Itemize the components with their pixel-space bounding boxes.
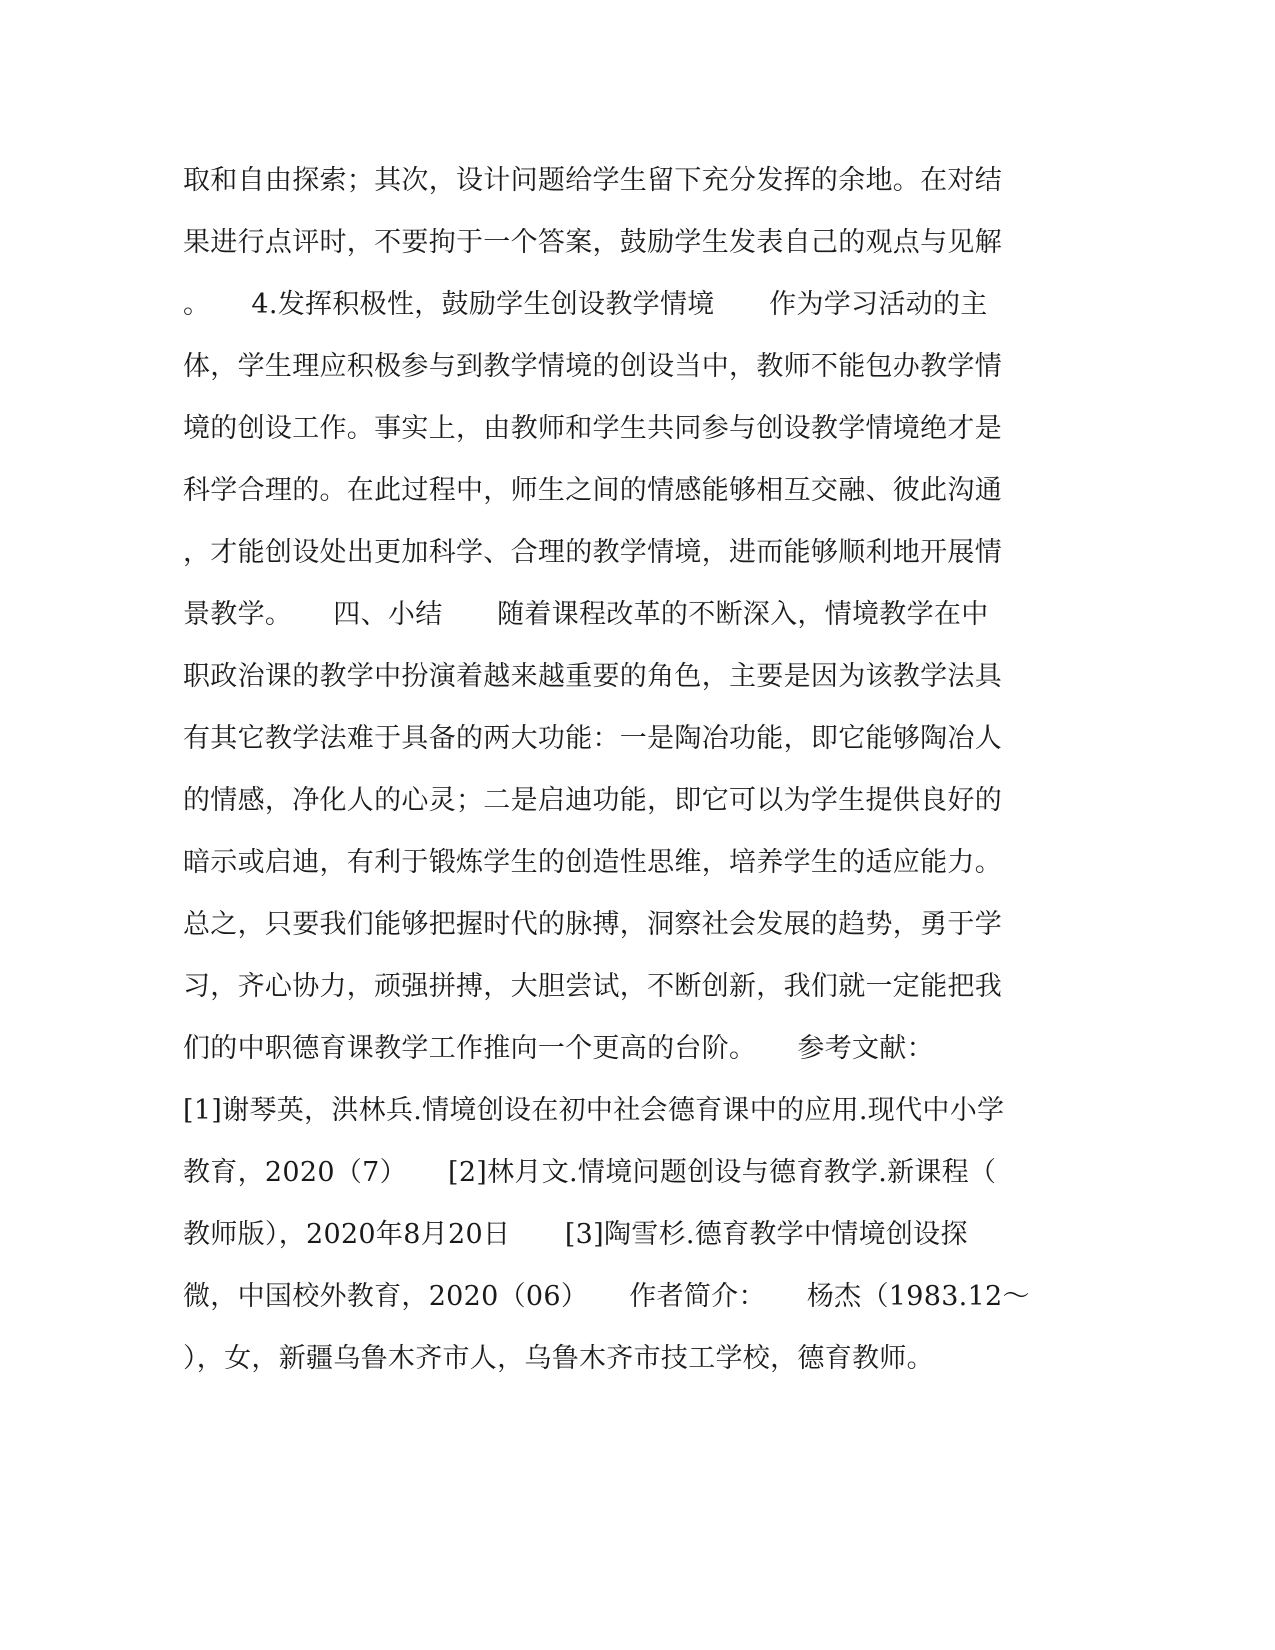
text-line: 暗示或启迪，有利于锻炼学生的创造性思维，培养学生的适应能力。: [183, 847, 1002, 878]
text-line: 科学合理的。在此过程中，师生之间的情感能够相互交融、彼此沟通: [183, 475, 1002, 506]
text-line: 体，学生理应积极参与到教学情境的创设当中，教师不能包办教学情: [183, 351, 1002, 382]
text-line: 的情感，净化人的心灵；二是启迪功能，即它可以为学生提供良好的: [183, 785, 1002, 816]
text-line: 们的中职德育课教学工作推向一个更高的台阶。 参考文献：: [183, 1033, 934, 1064]
text-line: 。 4.发挥积极性，鼓励学生创设教学情境 作为学习活动的主: [183, 289, 988, 320]
text-line: 有其它教学法难于具备的两大功能：一是陶冶功能，即它能够陶冶人: [183, 723, 1002, 754]
text-line: 境的创设工作。事实上，由教师和学生共同参与创设教学情境绝才是: [183, 413, 1002, 444]
author-line: ），女，新疆乌鲁木齐市人，乌鲁木齐市技工学校，德育教师。: [183, 1343, 934, 1374]
reference-line: 教师版），2020年8月20日 [3]陶雪杉.德育教学中情境创设探: [183, 1219, 968, 1250]
text-line: 总之，只要我们能够把握时代的脉搏，洞察社会发展的趋势，勇于学: [183, 909, 1002, 940]
text-line: 习，齐心协力，顽强拼搏，大胆尝试，不断创新，我们就一定能把我: [183, 971, 1002, 1002]
text-line: ，才能创设处出更加科学、合理的教学情境，进而能够顺利地开展情: [183, 537, 1002, 568]
body-text: [183, 150, 1043, 1390]
reference-line: [1]谢琴英，洪林兵.情境创设在初中社会德育课中的应用.现代中小学: [183, 1095, 1005, 1126]
text-line: 景教学。 四、小结 随着课程改革的不断深入，情境教学在中: [183, 599, 989, 630]
text-line: 取和自由探索；其次，设计问题给学生留下充分发挥的余地。在对结: [183, 165, 1002, 196]
text-line: 职政治课的教学中扮演着越来越重要的角色，主要是因为该教学法具: [183, 661, 1002, 692]
reference-line: 教育，2020（7） [2]林月文.情境问题创设与德育教学.新课程（: [183, 1157, 997, 1188]
author-line: 微，中国校外教育，2020（06） 作者简介： 杨杰（1983.12～: [183, 1281, 1030, 1312]
text-line: 果进行点评时，不要拘于一个答案，鼓励学生发表自己的观点与见解: [183, 227, 1002, 258]
